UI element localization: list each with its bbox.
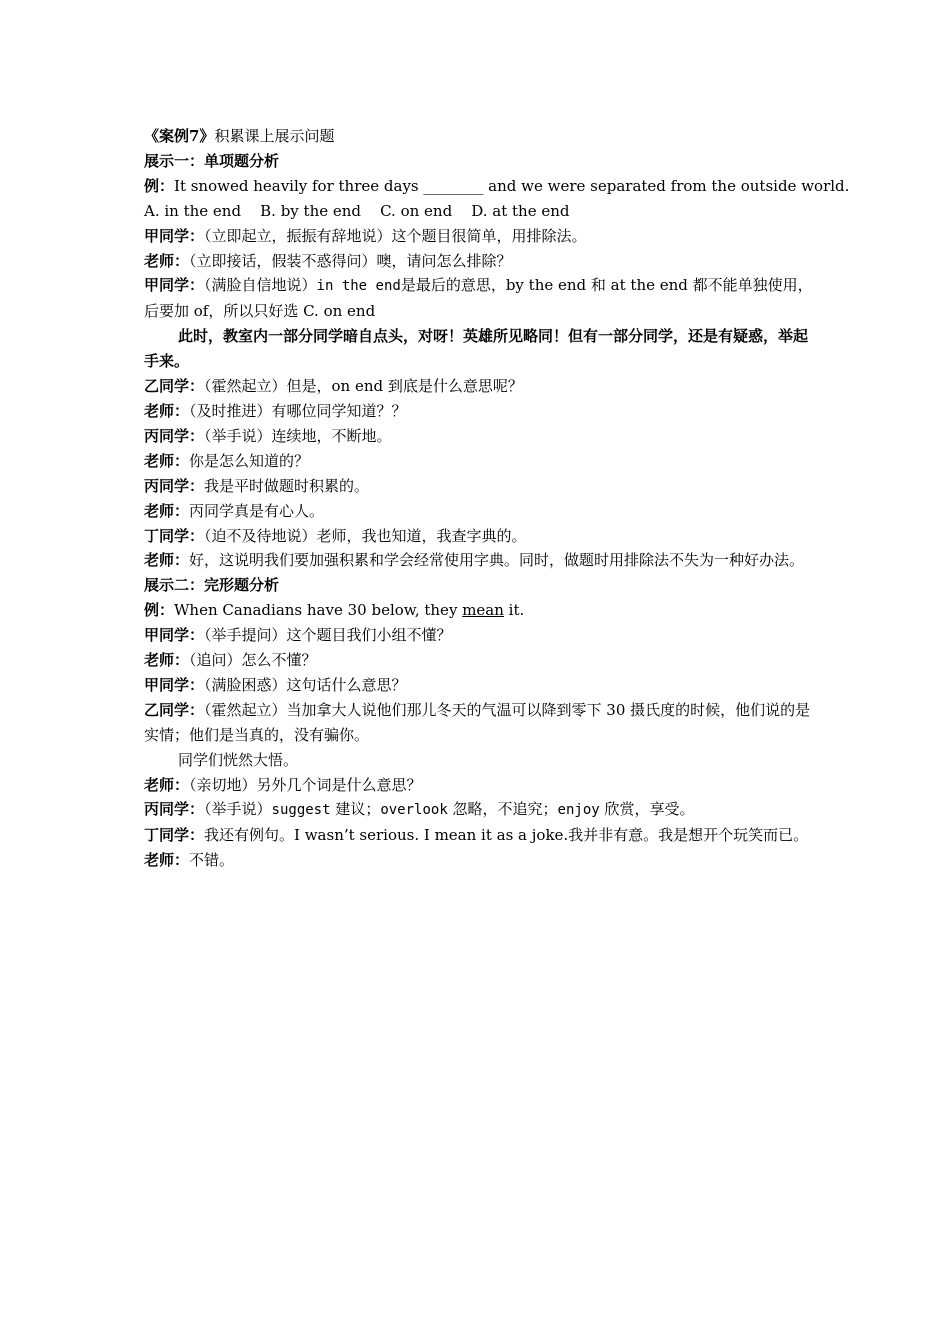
dialogue-line [144,399,814,424]
dialogue-line [144,474,814,499]
utterance: 是最后的意思，by the end 和 at the end 都不能单独使用，后要加 of，所以只好选 C. on end [144,276,813,321]
dialogue-line [144,449,814,474]
section1-example [144,174,850,199]
utterance: 你是怎么知道的？ [189,451,310,470]
dialogue-line [144,648,814,673]
utterance-code: suggest [271,802,331,819]
dialogue-line [144,499,814,524]
utterance: 不错。 [189,851,235,870]
utterance: （及时推进）有哪位同学知道？？ [189,401,407,420]
utterance: 我是平时做题时积累的。 [204,476,370,495]
utterance: （迫不及待地说）老师，我也知道，我查字典的。 [204,526,527,545]
section2-example [144,598,814,623]
speaker: 甲同学： [144,626,205,645]
utterance: （追问）怎么不懂？ [189,651,317,670]
utterance: 我还有例句。I wasn’t serious. I mean it as a joke.我并非有意。我是想开个玩笑而已。 [204,826,809,845]
speaker: 丙同学： [144,800,205,819]
utterance: 建议； [330,800,381,819]
utterance: （满脸自信地说） [204,276,317,295]
utterance: 忽略，不追究； [447,800,558,819]
speaker: 乙同学： [144,377,205,396]
utterance: （举手说）连续地，不断地。 [204,426,392,445]
speaker: 老师： [144,251,190,270]
example-sentence: When Canadians have 30 below, they [174,601,463,620]
utterance-code: enjoy [557,802,600,819]
utterance: （亲切地）另外几个词是什么意思？ [189,775,422,794]
utterance: （立即接话，假装不惑得问）噢，请问怎么排除？ [189,251,512,270]
dialogue-line [144,698,814,748]
section1-heading: 展示一：单项题分析 [144,151,280,170]
example-sentence: it. [503,601,525,620]
example-underlined-word: mean [462,601,504,620]
utterance: 好，这说明我们要加强积累和学会经常使用字典。同时，做题时用排除法不失为一种好办法。 [189,551,805,570]
utterance: （霍然起立）但是，on end 到底是什么意思呢？ [204,377,523,396]
utterance-code: in the end [316,278,401,295]
example-label: 例： [144,176,175,195]
speaker: 老师： [144,501,190,520]
dialogue-line [144,548,814,573]
dialogue-line [144,823,814,848]
narration: 同学们恍然大悟。 [178,750,299,769]
title-case-number: 《案例7》 [144,127,215,145]
speaker: 老师： [144,451,190,470]
document-title [144,124,814,149]
utterance-code: overlook [380,802,448,819]
utterance: 丙同学真是有心人。 [189,501,325,520]
dialogue-line [144,848,814,873]
speaker: 丁同学： [144,526,205,545]
speaker: 甲同学： [144,276,205,295]
title-text: 积累课上展示问题 [214,127,335,145]
section2-heading: 展示二：完形题分析 [144,576,280,595]
utterance: （举手提问）这个题目我们小组不懂？ [204,626,452,645]
dialogue-line [144,623,814,648]
dialogue-line [144,673,814,698]
section1-options: A. in the end B. by the end C. on end D. at the end [144,201,570,220]
speaker: 甲同学： [144,675,205,694]
speaker: 老师： [144,401,190,420]
utterance: （满脸困惑）这句话什么意思？ [204,675,407,694]
speaker: 丁同学： [144,826,205,845]
speaker: 丙同学： [144,426,205,445]
dialogue-line [144,374,814,399]
dialogue-line [144,249,814,274]
speaker: 老师： [144,651,190,670]
example-sentence: It snowed heavily for three days ________ and we were separated from the outside world. [174,176,850,195]
speaker: 甲同学： [144,226,205,245]
speaker: 老师： [144,551,190,570]
speaker: 乙同学： [144,700,205,719]
dialogue-line [144,224,814,249]
example-label: 例： [144,601,175,620]
document-body [144,124,850,873]
utterance: （举手说） [204,800,272,819]
narration: 此时，教室内一部分同学暗自点头，对呀！英雄所见略同！但有一部分同学，还是有疑惑，举起手来。 [144,327,809,371]
dialogue-line [144,797,814,823]
speaker: 老师： [144,775,190,794]
speaker: 老师： [144,851,190,870]
dialogue-line [144,424,814,449]
dialogue-line [144,524,814,549]
dialogue-line [144,273,814,324]
dialogue-line [144,773,814,798]
utterance: （立即起立，振振有辞地说）这个题目很简单，用排除法。 [204,226,587,245]
utterance: （霍然起立）当加拿大人说他们那儿冬天的气温可以降到零下 30 摄氏度的时候，他们说的是实情；他们是当真的，没有骗你。 [144,700,811,744]
speaker: 丙同学： [144,476,205,495]
utterance: 欣赏，享受。 [599,800,695,819]
